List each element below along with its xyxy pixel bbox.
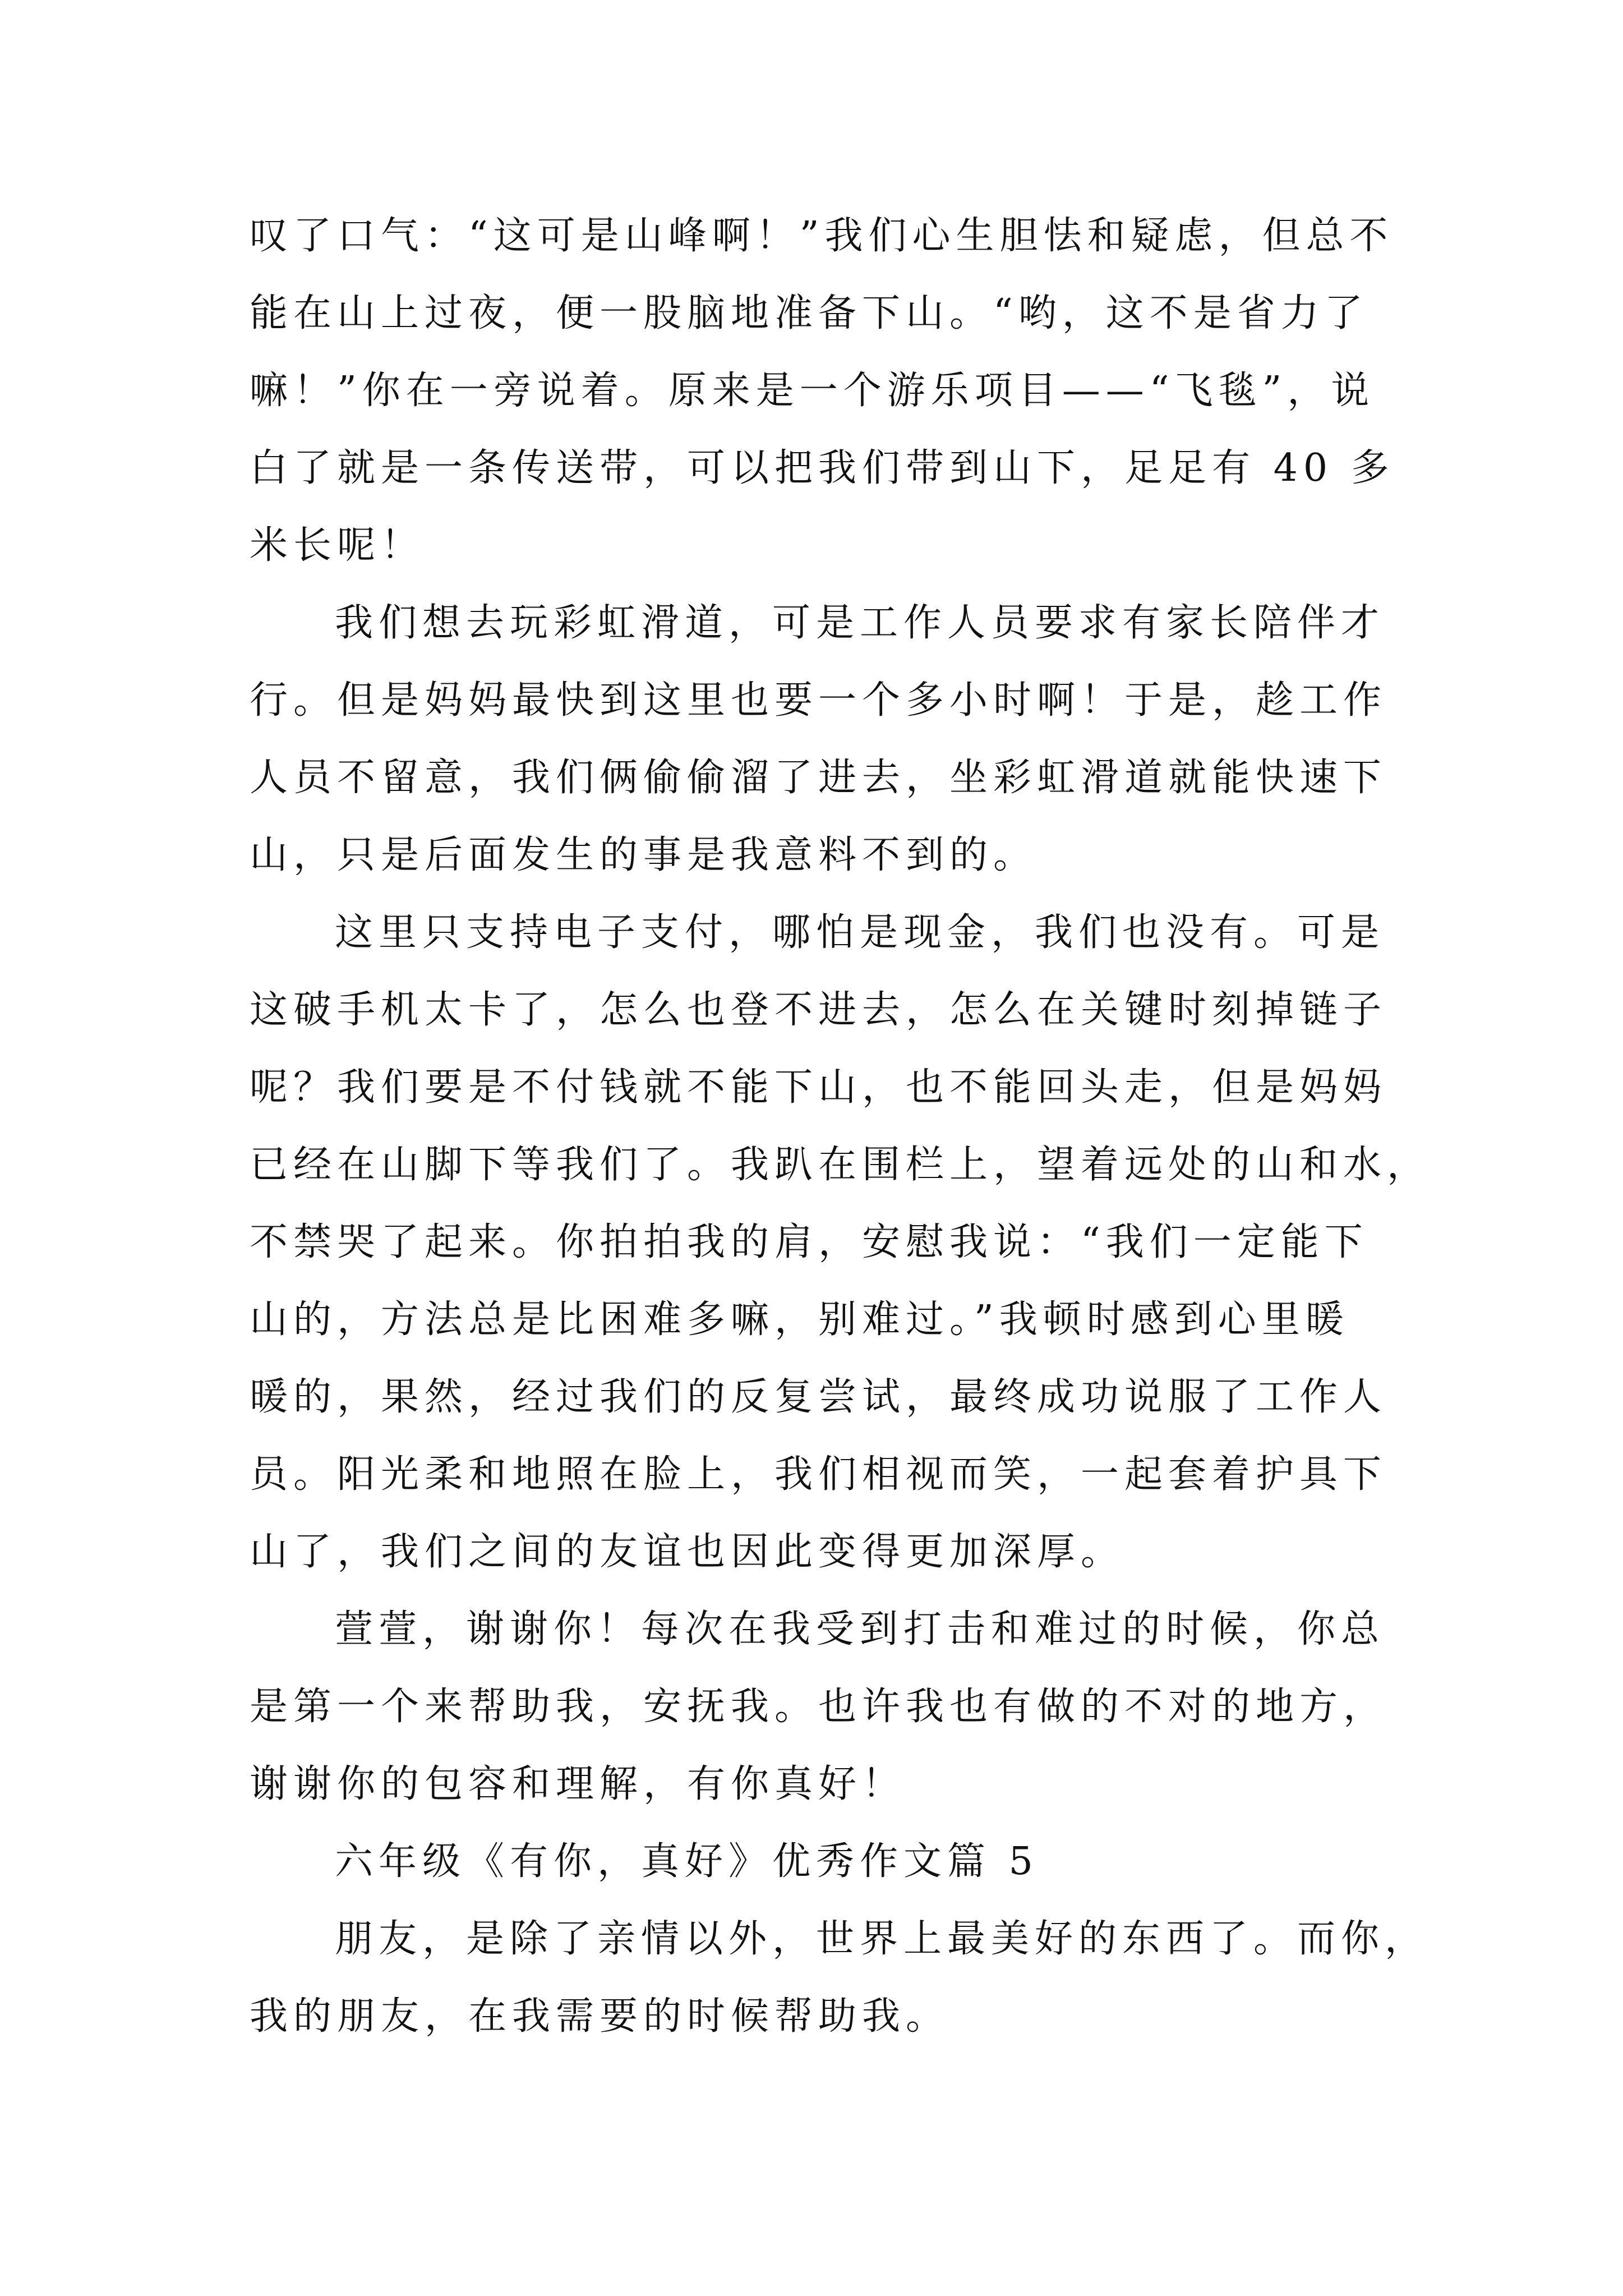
text-line: 谢谢你的包容和理解，有你真好！ [250, 1762, 906, 1806]
text-line: 不禁哭了起来。你拍拍我的肩，安慰我说：“我们一定能下 [250, 1220, 1368, 1264]
text-line: 山了，我们之间的友谊也因此变得更加深厚。 [250, 1530, 1125, 1574]
text-line: 嘛！”你在一旁说着。原来是一个游乐项目——“飞毯”，说 [250, 369, 1375, 413]
text-line: 是第一个来帮助我，安抚我。也许我也有做的不对的地方， [250, 1685, 1387, 1729]
text-line: 能在山上过夜，便一股脑地准备下山。“哟，这不是省力了 [250, 291, 1368, 335]
section-heading [250, 1823, 1394, 1901]
text-line: 米长呢！ [250, 523, 425, 568]
paragraph-2 [250, 585, 1394, 894]
text-line: 这里只支持电子支付，哪怕是现金，我们也没有。可是 [335, 910, 1385, 955]
paragraph-1 [250, 197, 1394, 585]
text-line: 我们想去玩彩虹滑道，可是工作人员要求有家长陪伴才 [335, 601, 1385, 645]
text-line: 山的，方法总是比困难多嘛，别难过。”我顿时感到心里暖 [250, 1297, 1349, 1342]
heading-line: 六年级《有你，真好》优秀作文篇 5 [335, 1839, 1039, 1884]
paragraph-6 [250, 1901, 1429, 2055]
text-line: 山，只是后面发生的事是我意料不到的。 [250, 833, 1038, 877]
paragraph-4 [250, 1591, 1394, 1823]
paragraph-3 [250, 894, 1431, 1591]
text-line: 已经在山脚下等我们了。我趴在围栏上，望着远处的山和水， [250, 1143, 1431, 1187]
text-line: 朋友，是除了亲情以外，世界上最美好的东西了。而你， [335, 1917, 1429, 1961]
text-line: 萱萱，谢谢你！每次在我受到打击和难过的时候，你总 [335, 1607, 1385, 1651]
document-body [250, 197, 1431, 2055]
text-line: 这破手机太卡了，怎么也登不进去，怎么在关键时刻掉链子 [250, 988, 1387, 1032]
text-line: 我的朋友，在我需要的时候帮助我。 [250, 1994, 950, 2039]
text-line: 白了就是一条传送带，可以把我们带到山下，足足有 40 多 [250, 446, 1395, 490]
text-line: 人员不留意，我们俩偷偷溜了进去，坐彩虹滑道就能快速下 [250, 756, 1387, 800]
text-line: 行。但是妈妈最快到这里也要一个多小时啊！于是，趁工作 [250, 678, 1387, 723]
text-line: 呢？我们要是不付钱就不能下山，也不能回头走，但是妈妈 [250, 1065, 1387, 1110]
text-line: 叹了口气：“这可是山峰啊！”我们心生胆怯和疑虑，但总不 [250, 214, 1394, 258]
text-line: 暖的，果然，经过我们的反复尝试，最终成功说服了工作人 [250, 1375, 1387, 1419]
text-line: 员。阳光柔和地照在脸上，我们相视而笑，一起套着护具下 [250, 1452, 1387, 1497]
